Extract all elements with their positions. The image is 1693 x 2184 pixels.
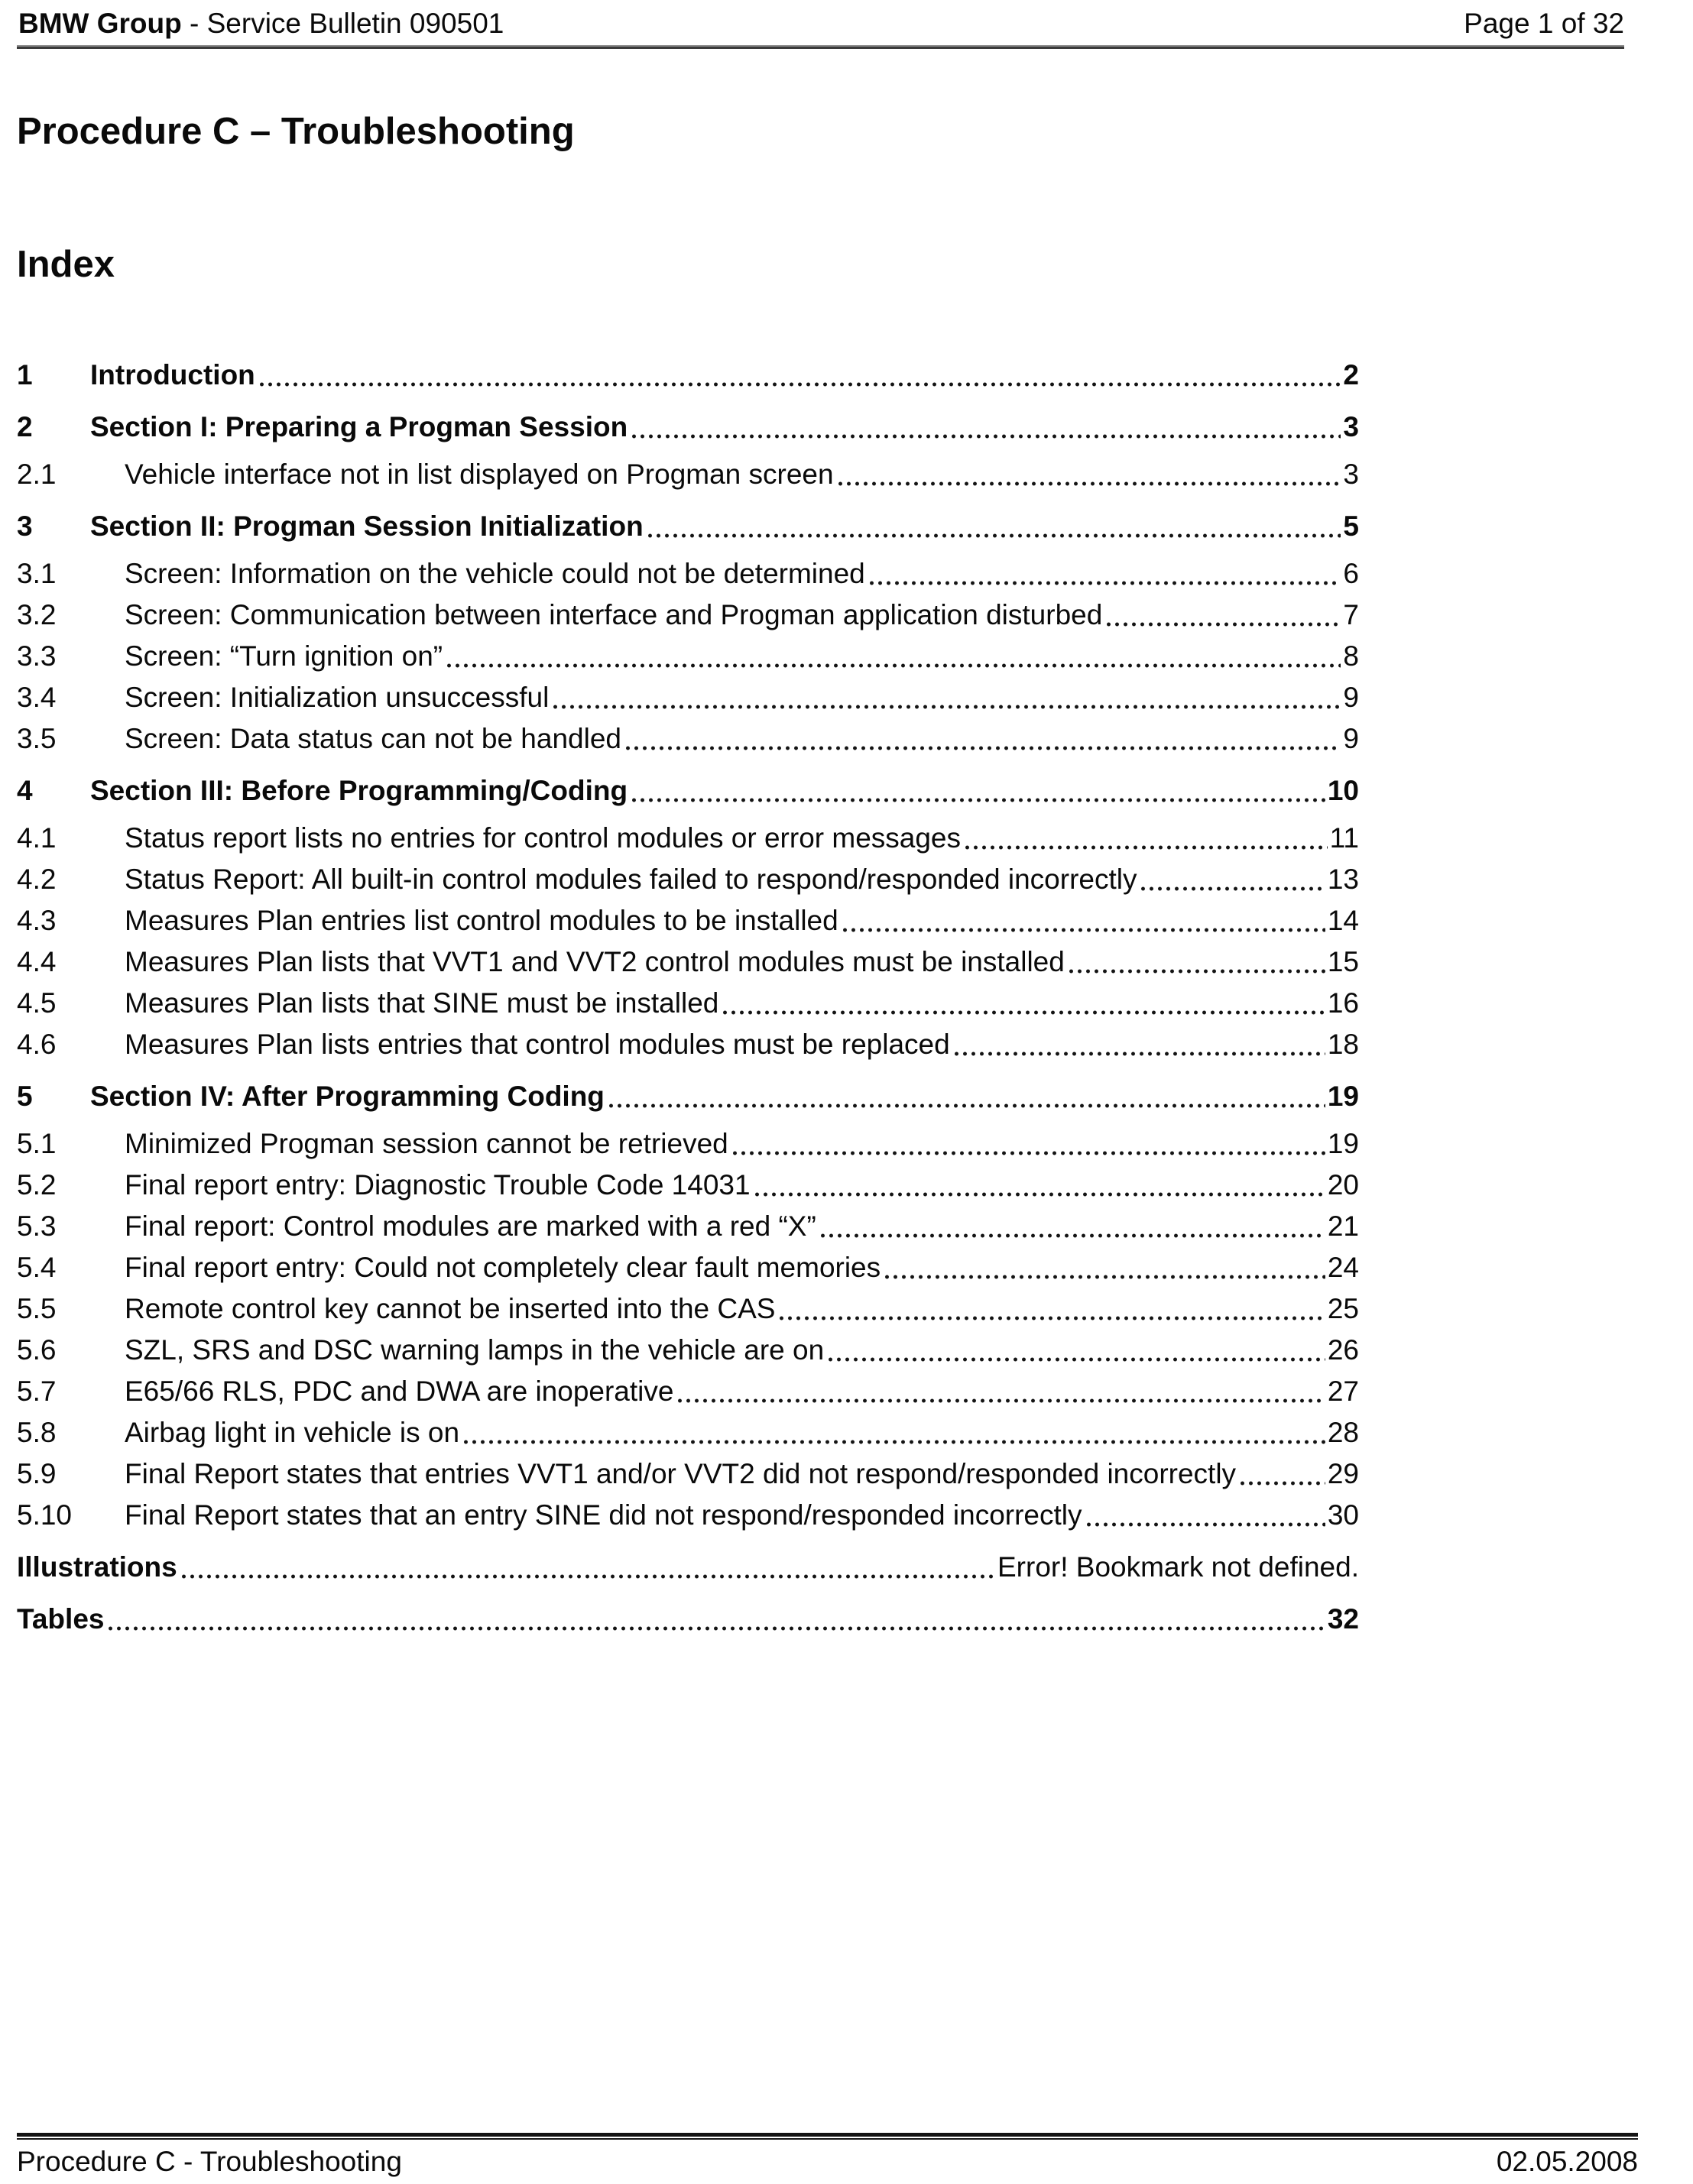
toc-entry-label: Final Report states that entries VVT1 and/or VVT2 did not respond/responded incorrectly xyxy=(125,1458,1237,1489)
toc-entry-page: 6 xyxy=(1343,558,1359,589)
toc-entry-number: 5 xyxy=(17,1081,33,1112)
toc-entry-label: Section IV: After Programming Coding xyxy=(90,1081,605,1112)
toc-entry-label: Screen: “Turn ignition on” xyxy=(125,640,443,672)
toc-dotted-leader xyxy=(553,705,1341,709)
toc-dotted-leader xyxy=(780,1316,1325,1320)
toc-dotted-leader xyxy=(1087,1522,1325,1527)
toc-entry-page: 18 xyxy=(1327,1029,1359,1060)
toc-entry-number: 3.1 xyxy=(17,558,57,589)
toc-entry[interactable] xyxy=(17,1128,1359,1160)
toc-entry-label: Measures Plan lists that SINE must be installed xyxy=(125,987,719,1019)
toc-entry[interactable] xyxy=(17,1603,1359,1635)
toc-entry-label: Final Report states that an entry SINE did not respond/responded incorrectly xyxy=(125,1499,1082,1531)
header-subtitle: - Service Bulletin 090501 xyxy=(181,8,504,39)
document-title: Procedure C – Troubleshooting xyxy=(17,111,575,152)
toc-dotted-leader xyxy=(182,1574,995,1579)
toc-dotted-leader xyxy=(1241,1481,1325,1486)
toc-entry-label: Final report entry: Could not completely clear fault memories xyxy=(125,1252,881,1283)
header-rule xyxy=(17,45,1624,49)
toc-entry-number: 4.2 xyxy=(17,864,57,895)
toc-entry-page: 29 xyxy=(1327,1458,1359,1489)
toc-entry[interactable] xyxy=(17,1499,1359,1531)
toc-entry[interactable] xyxy=(17,864,1359,896)
toc-entry[interactable] xyxy=(17,822,1359,854)
toc-entry-label: Measures Plan lists that VVT1 and VVT2 control modules must be installed xyxy=(125,946,1065,977)
toc-entry-number: 4.3 xyxy=(17,905,57,936)
toc-entry-label: Vehicle interface not in list displayed on Progman screen xyxy=(125,459,834,490)
header-brand: BMW Group xyxy=(18,8,182,39)
toc-entry[interactable] xyxy=(17,640,1359,672)
toc-dotted-leader xyxy=(1141,886,1325,891)
toc-entry-number: 5.1 xyxy=(17,1128,57,1159)
toc-dotted-leader xyxy=(733,1151,1325,1155)
toc-entry-page: 27 xyxy=(1327,1376,1359,1407)
toc-entry-label: Status report lists no entries for control modules or error messages xyxy=(125,822,962,854)
toc-entry-label: Section I: Preparing a Progman Session xyxy=(90,411,628,442)
toc-entry-label: Illustrations xyxy=(17,1551,177,1583)
toc-entry-page: 32 xyxy=(1327,1603,1359,1635)
toc-dotted-leader xyxy=(648,533,1341,538)
table-of-contents xyxy=(17,359,1359,1635)
toc-entry-number: 4.1 xyxy=(17,822,57,854)
toc-dotted-leader xyxy=(955,1051,1325,1056)
toc-dotted-leader xyxy=(109,1626,1325,1631)
footer-title: Procedure C - Troubleshooting xyxy=(17,2146,402,2177)
toc-dotted-leader xyxy=(885,1275,1325,1279)
toc-dotted-leader xyxy=(447,663,1341,668)
toc-entry-page: Error! Bookmark not defined. xyxy=(997,1551,1359,1583)
toc-dotted-leader xyxy=(464,1440,1325,1444)
toc-entry-page: 25 xyxy=(1327,1293,1359,1324)
toc-entry[interactable] xyxy=(17,1029,1359,1061)
toc-entry-page: 24 xyxy=(1327,1252,1359,1283)
toc-entry[interactable] xyxy=(17,411,1359,443)
toc-entry-page: 11 xyxy=(1329,822,1359,854)
toc-entry[interactable] xyxy=(17,1210,1359,1243)
toc-entry-page: 28 xyxy=(1327,1417,1359,1448)
toc-dotted-leader xyxy=(632,434,1341,439)
toc-entry-page: 19 xyxy=(1327,1081,1359,1112)
toc-entry-number: 4.6 xyxy=(17,1029,57,1060)
toc-entry[interactable] xyxy=(17,723,1359,755)
toc-entry[interactable] xyxy=(17,359,1359,391)
toc-entry-label: E65/66 RLS, PDC and DWA are inoperative xyxy=(125,1376,674,1407)
toc-entry-number: 2.1 xyxy=(17,459,57,490)
toc-entry-page: 3 xyxy=(1343,459,1359,490)
toc-entry-page: 13 xyxy=(1327,864,1359,895)
toc-entry-page: 21 xyxy=(1327,1210,1359,1242)
toc-entry[interactable] xyxy=(17,987,1359,1019)
toc-entry-number: 5.3 xyxy=(17,1210,57,1242)
toc-entry-number: 5.6 xyxy=(17,1334,57,1366)
toc-entry-number: 5.9 xyxy=(17,1458,57,1489)
toc-entry-page: 8 xyxy=(1343,640,1359,672)
toc-dotted-leader xyxy=(821,1233,1325,1238)
toc-entry-page: 14 xyxy=(1327,905,1359,936)
toc-entry-page: 5 xyxy=(1343,510,1359,542)
toc-entry[interactable] xyxy=(17,1334,1359,1366)
index-heading: Index xyxy=(17,244,115,285)
toc-entry[interactable] xyxy=(17,1293,1359,1325)
toc-entry-label: Introduction xyxy=(90,359,255,390)
toc-entry-label: Screen: Information on the vehicle could not be determined xyxy=(125,558,865,589)
toc-dotted-leader xyxy=(843,928,1325,932)
toc-entry[interactable] xyxy=(17,1169,1359,1201)
toc-entry[interactable] xyxy=(17,459,1359,491)
toc-entry-number: 5.5 xyxy=(17,1293,57,1324)
toc-entry-page: 20 xyxy=(1327,1169,1359,1201)
toc-entry-label: Status Report: All built-in control modules failed to respond/responded incorrectly xyxy=(125,864,1137,895)
toc-dotted-leader xyxy=(260,382,1341,387)
toc-entry-page: 19 xyxy=(1327,1128,1359,1159)
toc-entry-number: 3.3 xyxy=(17,640,57,672)
toc-entry-page: 2 xyxy=(1343,359,1359,390)
footer-rule xyxy=(17,2133,1638,2140)
toc-entry-page: 15 xyxy=(1327,946,1359,977)
toc-entry[interactable] xyxy=(17,510,1359,543)
toc-entry-number: 4 xyxy=(17,775,33,806)
header-page-indicator: Page 1 of 32 xyxy=(1464,8,1624,39)
page-header xyxy=(18,6,1624,41)
toc-entry-label: Measures Plan entries list control modules to be installed xyxy=(125,905,838,936)
toc-entry-number: 5.7 xyxy=(17,1376,57,1407)
toc-entry-label: Airbag light in vehicle is on xyxy=(125,1417,460,1448)
toc-entry-number: 4.4 xyxy=(17,946,57,977)
toc-entry[interactable] xyxy=(17,1252,1359,1284)
toc-entry-label: Final report: Control modules are marked with a red “X” xyxy=(125,1210,816,1242)
toc-entry[interactable] xyxy=(17,775,1359,807)
toc-entry-number: 1 xyxy=(17,359,33,390)
toc-entry-label: Screen: Initialization unsuccessful xyxy=(125,682,550,713)
toc-entry-label: Screen: Communication between interface and Progman application disturbed xyxy=(125,599,1103,630)
toc-dotted-leader xyxy=(965,845,1328,850)
toc-entry-label: Section III: Before Programming/Coding xyxy=(90,775,628,806)
toc-entry-page: 30 xyxy=(1327,1499,1359,1531)
toc-entry-label: Minimized Progman session cannot be retrieved xyxy=(125,1128,728,1159)
toc-entry-number: 5.4 xyxy=(17,1252,57,1283)
toc-entry-number: 3.4 xyxy=(17,682,57,713)
toc-entry-label: Section II: Progman Session Initialization xyxy=(90,510,644,542)
toc-dotted-leader xyxy=(609,1103,1325,1108)
toc-entry-label: Tables xyxy=(17,1603,105,1635)
toc-entry-label: SZL, SRS and DSC warning lamps in the vehicle are on xyxy=(125,1334,825,1366)
toc-entry-number: 3.2 xyxy=(17,599,57,630)
document-page xyxy=(0,6,1693,2177)
toc-entry-page: 9 xyxy=(1343,723,1359,754)
toc-entry-label: Final report entry: Diagnostic Trouble Code 14031 xyxy=(125,1169,751,1201)
toc-entry[interactable] xyxy=(17,1376,1359,1408)
toc-entry[interactable] xyxy=(17,1417,1359,1449)
toc-entry[interactable] xyxy=(17,1081,1359,1113)
toc-entry[interactable] xyxy=(17,946,1359,978)
toc-entry-page: 7 xyxy=(1343,599,1359,630)
toc-dotted-leader xyxy=(678,1398,1325,1403)
toc-dotted-leader xyxy=(1069,969,1325,974)
toc-entry-number: 2 xyxy=(17,411,33,442)
toc-entry-number: 3 xyxy=(17,510,33,542)
toc-entry[interactable] xyxy=(17,682,1359,714)
toc-entry-label: Remote control key cannot be inserted into the CAS xyxy=(125,1293,776,1324)
toc-entry[interactable] xyxy=(17,905,1359,937)
toc-entry-page: 9 xyxy=(1343,682,1359,713)
toc-entry-number: 5.8 xyxy=(17,1417,57,1448)
toc-entry-label: Measures Plan lists entries that control modules must be replaced xyxy=(125,1029,950,1060)
toc-entry[interactable] xyxy=(17,558,1359,590)
header-title xyxy=(18,6,504,41)
toc-entry[interactable] xyxy=(17,1458,1359,1490)
toc-dotted-leader xyxy=(626,746,1341,750)
toc-dotted-leader xyxy=(870,581,1341,585)
toc-entry-page: 10 xyxy=(1327,775,1359,806)
toc-dotted-leader xyxy=(1107,622,1341,627)
toc-dotted-leader xyxy=(723,1010,1325,1015)
toc-dotted-leader xyxy=(755,1192,1325,1197)
toc-entry-number: 4.5 xyxy=(17,987,57,1019)
toc-dotted-leader xyxy=(632,798,1325,802)
page-footer xyxy=(17,2133,1638,2179)
toc-dotted-leader xyxy=(829,1357,1325,1362)
toc-dotted-leader xyxy=(838,481,1341,486)
toc-entry[interactable] xyxy=(17,1551,1359,1583)
footer-date: 02.05.2008 xyxy=(1496,2146,1638,2177)
toc-entry-page: 16 xyxy=(1327,987,1359,1019)
toc-entry-label: Screen: Data status can not be handled xyxy=(125,723,621,754)
toc-entry-number: 5.10 xyxy=(17,1499,73,1531)
toc-entry-page: 3 xyxy=(1343,411,1359,442)
toc-entry-number: 5.2 xyxy=(17,1169,57,1201)
toc-entry-page: 26 xyxy=(1327,1334,1359,1366)
toc-entry[interactable] xyxy=(17,599,1359,631)
toc-entry-number: 3.5 xyxy=(17,723,57,754)
